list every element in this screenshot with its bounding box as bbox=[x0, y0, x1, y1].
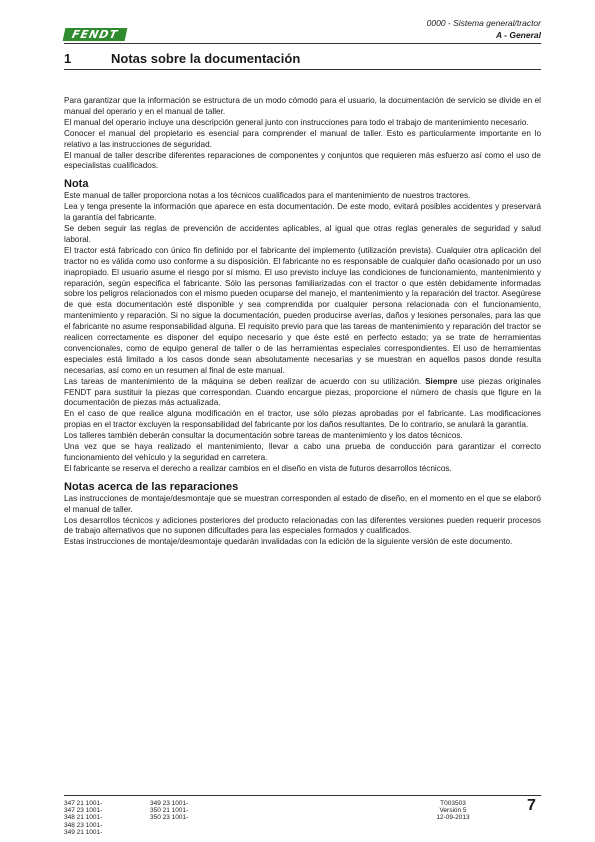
siempre-text-before: Las tareas de mantenimiento de la máquina se deben realizar de acuerdo con su utilización. bbox=[64, 376, 426, 386]
nota-paragraph: En el caso de que realice alguna modificación en el tractor, use sólo piezas aprobadas por el fabricante. Las modificaciones propias en el tractor excluyen la responsabilidad del fabricante por los daños resultantes. De lo contrario, se anulará la garantía. bbox=[64, 409, 541, 430]
chapter-title: Notas sobre la documentación bbox=[111, 51, 301, 66]
reparaciones-paragraph: Las instrucciones de montaje/desmontaje que se muestran corresponden al estado de diseño, en el momento en el que se elaboró el manual de taller. bbox=[64, 493, 541, 514]
brand-name: FENDT bbox=[70, 28, 120, 41]
reparaciones-paragraph: Los desarrollos técnicos y adiciones posteriores del producto relacionadas con las diferentes versiones pueden requerir procesos de trabajo alternativos que no suponen dificultades para las especiales formados y cualificados. bbox=[64, 515, 541, 536]
document-body bbox=[64, 96, 541, 548]
model-number: 350 21 1001- bbox=[150, 807, 189, 815]
fendt-logo bbox=[63, 28, 128, 41]
page-number: 7 bbox=[527, 797, 536, 814]
model-number: 349 23 1001- bbox=[150, 800, 189, 807]
header-rule bbox=[64, 43, 541, 44]
reparaciones-paragraph: Estas instrucciones de montaje/desmontaje quedarán invalidadas con la edición de la siguiente versión de este documento. bbox=[64, 537, 513, 547]
intro-paragraph: Conocer el manual del propietario es esencial para comprender el manual de taller. Esto es particularmente importante en lo relativo a las instrucciones de seguridad. bbox=[64, 128, 541, 149]
model-number: 347 23 1001- bbox=[64, 807, 103, 815]
sub-section-line: A - General bbox=[495, 29, 541, 40]
footer-rule bbox=[64, 795, 541, 796]
model-list-col1 bbox=[64, 800, 102, 836]
nota-paragraph: El fabricante se reserva el derecho a realizar cambios en el diseño en vista de futuros desarrollos técnicos. bbox=[64, 463, 452, 473]
doc-date: 12-09-2013 bbox=[436, 814, 470, 822]
doc-code: T003503 bbox=[440, 800, 466, 807]
model-list-col2 bbox=[150, 800, 188, 822]
nota-heading: Nota bbox=[64, 178, 89, 191]
title-rule bbox=[64, 69, 541, 70]
nota-paragraph: Una vez que se haya realizado el mantenimiento, llevar a cabo una prueba de conducción para garantizar el correcto funcionamiento del vehículo y la seguridad en carretera. bbox=[64, 442, 541, 462]
siempre-text-after: use piezas originales FENDT para sustituir la piezas que correspondan. Cuando encargue piezas, proporcione el número de chasis que figure en la documentación de piezas más actualizada. bbox=[64, 376, 541, 408]
model-number: 348 23 1001- bbox=[64, 821, 103, 829]
intro-paragraph: Para garantizar que la información se estructura de un modo cómodo para el usuario, la documentación de servicio se divide en el manual del operario y en el manual de taller. bbox=[64, 96, 541, 116]
model-number: 350 23 1001- bbox=[150, 814, 189, 822]
intro-paragraph: El manual del operario incluye una descripción general junto con instrucciones para todo el trabajo de mantenimiento necesario. bbox=[64, 117, 529, 127]
nota-paragraph: Lea y tenga presente la información que aparece en esta documentación. De este modo, evitará posibles accidentes y preservará la garantía del fabricante. bbox=[64, 202, 541, 223]
model-number: 347 21 1001- bbox=[64, 800, 103, 807]
model-number: 349 21 1001- bbox=[64, 828, 103, 836]
siempre-emphasis: Siempre bbox=[425, 376, 458, 386]
doc-version: Versión 5 bbox=[439, 807, 467, 815]
nota-paragraph: Los talleres también deberán consultar la documentación sobre tareas de mantenimiento y los datos técnicos. bbox=[64, 431, 463, 441]
document-meta bbox=[421, 800, 485, 822]
model-number: 348 21 1001- bbox=[64, 814, 103, 822]
intro-paragraph: El manual de taller describe diferentes reparaciones de componentes y conjuntos que requieren más esfuerzo así como el uso de especialistas cualificados. bbox=[64, 150, 541, 171]
nota-paragraph: Este manual de taller proporciona notas a los técnicos cualificados para el mantenimiento de nuestros tractores. bbox=[64, 191, 471, 201]
section-line: 0000 - Sistema general/tractor bbox=[426, 18, 541, 28]
nota-paragraph: Se deben seguir las reglas de prevención de accidentes aplicables, al igual que otras reglas generales de seguridad y salud laboral. bbox=[64, 223, 541, 244]
section-header bbox=[427, 18, 541, 41]
nota-paragraph: El tractor está fabricado con único fin definido por el fabricante del implemento (utilización prevista). Cualquier otra aplicación del tractor no es válida como uso conforme a su disposición. El fabricante no es responsable de cualquier daño ocasionado por un uso inapropiado. El usuario asume el riesgo por sí mismo. El uso previsto incluye las condiciones de funcionamiento, mantenimiento y reparación, según especifica el fabricante. Sólo las personas familiarizadas con el tractor o que estén debidamente informadas sobre los peligros relacionados con el mismo pueden ocuparse del manejo, el mantenimiento y la reparación del tractor. Asegúrese de que esta documentación esté disponible y sea comprendida por cualquier persona relacionada con el funcionamiento, mantenimiento y reparación. Si no sigue la documentación, pueden producirse averías, daños y lesiones personales, para las que el fabricante no asume responsabilidad alguna. El requisito previo para que las tareas de mantenimiento y reparación del tractor se realicen correctamente es disponer del equipo necesario y que éste esté en perfecto estado; ya se trate de herramientas convencionales, como de equipo general de taller o de las herramientas especiales correspondientes. El uso de herramientas especiales está limitado a los casos donde sean absolutamente necesarias y se muestran en aquellos pasos donde resulta necesarias, así como en un resumen al final de este manual. bbox=[64, 245, 541, 375]
siempre-paragraph bbox=[64, 377, 541, 410]
reparaciones-heading: Notas acerca de las reparaciones bbox=[64, 480, 239, 493]
chapter-number: 1 bbox=[64, 51, 72, 66]
